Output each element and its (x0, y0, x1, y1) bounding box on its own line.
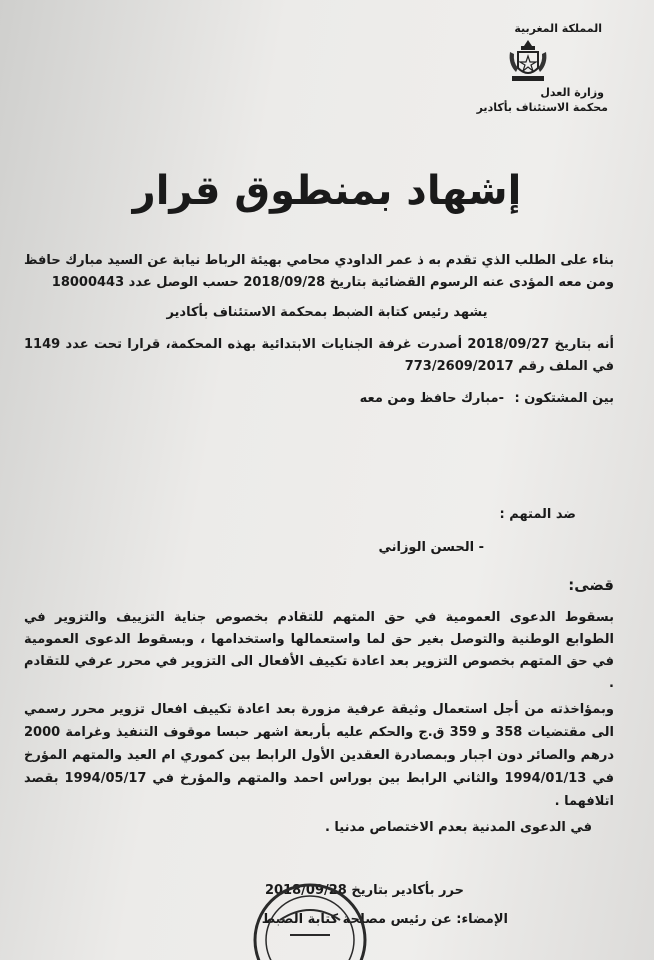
document-title: إشهاد بمنطوق قرار (132, 168, 522, 214)
court-label: محكمة الاستئناف بأكادير (476, 101, 608, 114)
letterhead (448, 22, 608, 115)
against-label: ضد المتهم : (499, 507, 576, 522)
intro-paragraph: بناء على الطلب الذي تقدم به ذ عمر الداودي محامي بهيئة الرباط نيابة عن السيد مبارك حافظ ومن معه المؤدى عنه الرسوم القضائية بتاريخ 2018/09/28 حسب الوصل عدد 18000443 (24, 253, 614, 290)
ruling-paragraph-2: وبمؤاخذته من أجل استعمال وثيقة عرفية مزورة بعد اعادة تكييف افعال تزوير محرر رسمي الى مقتضيات 358 و 359 ق.ج والحكم عليه بأربعة اشهر حبسا موقوف التنفيذ وغرامة 2000 درهم والصائر دون اجبار وبمصادرة العقدين الأول الرابط بين كموري ام العيد والمتهم المؤرخ في 1994/01/13 والثاني الرابط بين بوراس احمد والمتهم والمؤرخ في 1994/05/17 بقصد اتلافهما . (24, 702, 614, 809)
ruling-paragraph-1: بسقوط الدعوى العمومية في حق المتهم للتقادم بخصوص جناية التزييف والتزوير في الطوابع الوطنية والتوصل بغير حق لما واستعمالها واستخدامها ، وبسقوط الدعوى العمومية في حق المتهم بخصوص التزوير بعد اعادة تكييف الأفعال الى التزوير في محرر عرفي للتقادم . (24, 610, 614, 691)
moroccan-coat-of-arms-icon (504, 38, 552, 84)
accused-value: - الحسن الوزاني (378, 540, 484, 555)
ruling-heading: قضى: (568, 576, 614, 594)
ruling-paragraph-3: في الدعوى المدنية بعدم الاختصاص مدنيا . (324, 820, 592, 835)
place-date-line: حرر بأكادير بتاريخ 2018/09/28 (264, 883, 464, 898)
between-label: بين المشتكون : (514, 391, 614, 406)
certifier-line: يشهد رئيس كتابة الضبط بمحكمة الاستئناف بأكادير (166, 305, 488, 320)
complainants-value: -مبارك حافظ ومن معه (359, 391, 504, 406)
ministry-label: وزارة العدل (540, 86, 604, 99)
signature-line: الإمضاء: عن رئيس مصلحة كتابة الضبط (261, 912, 508, 927)
official-stamp-icon (250, 880, 370, 960)
kingdom-label: المملكة المغربية (514, 22, 602, 35)
decision-statement: أنه بتاريخ 2018/09/27 أصدرت غرفة الجنايات الابتدائية بهذه المحكمة، قرارا تحت عدد 1149 في الملف رقم 773/2609/2017 (24, 337, 615, 374)
